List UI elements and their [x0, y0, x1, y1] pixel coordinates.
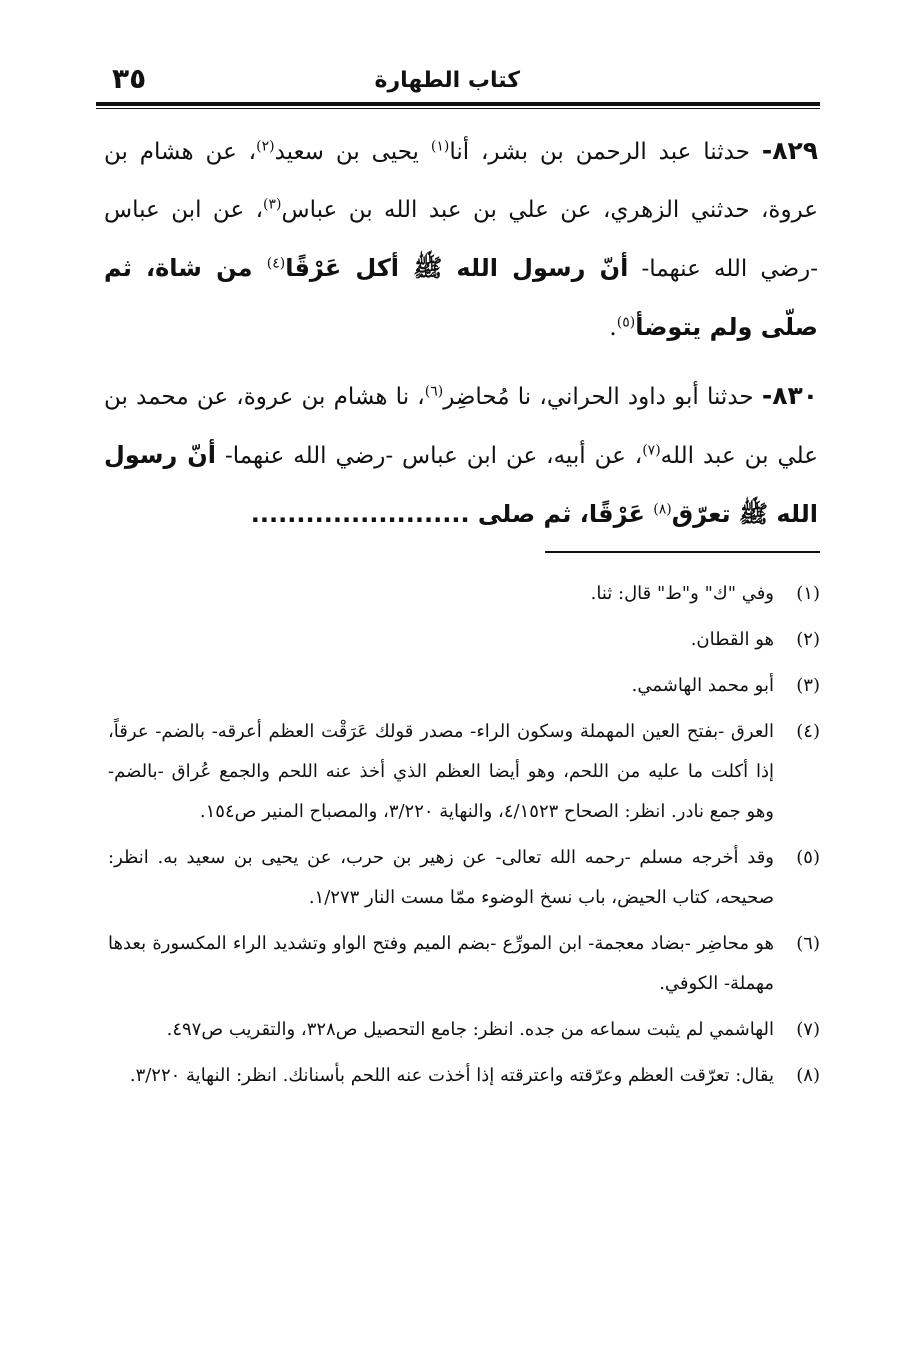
footnote-number: (١)	[796, 583, 820, 604]
footnote-ref: (١)	[430, 138, 450, 155]
footnote-ref: (٤)	[266, 255, 286, 272]
footnote-separator	[545, 551, 820, 553]
hadith-text: حدثنا أبو داود الحراني، نا مُحاضِر	[443, 384, 762, 410]
page-number: ٣٥	[112, 62, 147, 95]
hadith-text: ، نا هشام بن عروة، عن محمد بن علي بن عبد الله	[104, 384, 819, 469]
footnote	[108, 620, 820, 660]
footnote-text: هو محاضِر -بضاد معجمة- ابن المورِّع -بضم الميم وفتح الواو وتشديد الراء المكسورة بعدها مهملة- الكوفي.	[108, 933, 774, 994]
footnote-ref: (٨)	[653, 501, 672, 518]
hadith-830	[104, 367, 818, 544]
footnote	[108, 712, 820, 832]
footnote-text: الهاشمي لم يثبت سماعه من جده. انظر: جامع التحصيل ص٣٢٨، والتقريب ص٤٩٧.	[166, 1019, 774, 1040]
footnote	[108, 1010, 820, 1050]
footnote-text: هو القطان.	[690, 629, 774, 650]
footnote-number: (٨)	[796, 1065, 820, 1086]
footnote-text: وقد أخرجه مسلم -رحمه الله تعالى- عن زهير بن حرب، عن يحيى بن سعيد به. انظر: صحيحه، كتاب الحيض، باب نسخ الوضوء ممّا مست النار ١/٢٧٣.	[108, 847, 774, 908]
hadith-text: ، عن ابن عباس -رضي الله عنهما-	[104, 197, 819, 282]
hadith-text: ، عن أبيه، عن ابن عباس -رضي الله عنهما-	[216, 443, 643, 469]
footnote-ref: (٧)	[642, 442, 661, 459]
hadith-matn: عَرْقًا، ثم صلى ........................	[250, 500, 654, 528]
footnote-text: العرق -بفتح العين المهملة وسكون الراء- مصدر قولك عَرَقْت العظم أعرقه- بالضم- عرقاً، إذا أكلت ما عليه من اللحم، وهو أيضا العظم الذي أخذ عنه اللحم والجمع عُراق -بالضم- وهو جمع نادر. انظر: الصحاح ٤/١٥٢٣، والنهاية ٣/٢٢٠، والمصباح المنير ص١٥٤.	[108, 721, 774, 822]
footnote	[108, 924, 820, 1004]
footnote-ref: (٣)	[263, 196, 282, 213]
footnote-number: (٧)	[796, 1019, 820, 1040]
footnote-text: يقال: تعرّقت العظم وعرّقته واعترقته إذا أخذت عنه اللحم بأسنانك. انظر: النهاية ٣/٢٢٠.	[129, 1065, 774, 1086]
header-rule-thin	[96, 108, 820, 109]
hadith-text: .	[609, 315, 617, 341]
footnote-number: (٦)	[796, 933, 820, 954]
footnote	[108, 666, 820, 706]
hadith-text: يحيى بن سعيد	[274, 139, 431, 165]
hadith-matn: أنّ رسول الله ﷺ تعرّق	[104, 441, 818, 528]
page-header	[100, 60, 820, 100]
footnote-number: (٣)	[796, 675, 820, 696]
main-text	[104, 122, 818, 554]
hadith-matn: من شاة، ثم صلّى ولم يتوضأ	[104, 254, 818, 341]
hadith-matn: أنّ رسول الله ﷺ أكل عَرْقًا	[285, 254, 629, 282]
footnote	[108, 574, 820, 614]
footnote-text: وفي "ك" و"ط" قال: ثنا.	[590, 583, 774, 604]
footnote-ref: (٢)	[256, 138, 275, 155]
footnote-ref: (٦)	[424, 383, 444, 400]
footnote-text: أبو محمد الهاشمي.	[631, 675, 774, 696]
footnotes	[108, 574, 820, 1102]
hadith-text: ، عن هشام بن عروة، حدثني الزهري، عن علي بن عبد الله بن عباس	[104, 139, 818, 223]
hadith-number: ٨٢٩-	[761, 136, 818, 165]
hadith-829	[104, 122, 818, 357]
footnote-number: (٤)	[796, 721, 820, 742]
hadith-text: حدثنا عبد الرحمن بن بشر، أنا	[449, 139, 762, 165]
running-title: كتاب الطهارة	[374, 68, 520, 93]
header-rule-thick	[96, 102, 820, 106]
footnote-number: (٥)	[796, 847, 820, 868]
footnote-ref: (٥)	[616, 314, 636, 331]
footnote	[108, 838, 820, 918]
footnote	[108, 1056, 820, 1096]
hadith-number: ٨٣٠-	[761, 381, 818, 410]
footnote-number: (٢)	[796, 629, 820, 650]
